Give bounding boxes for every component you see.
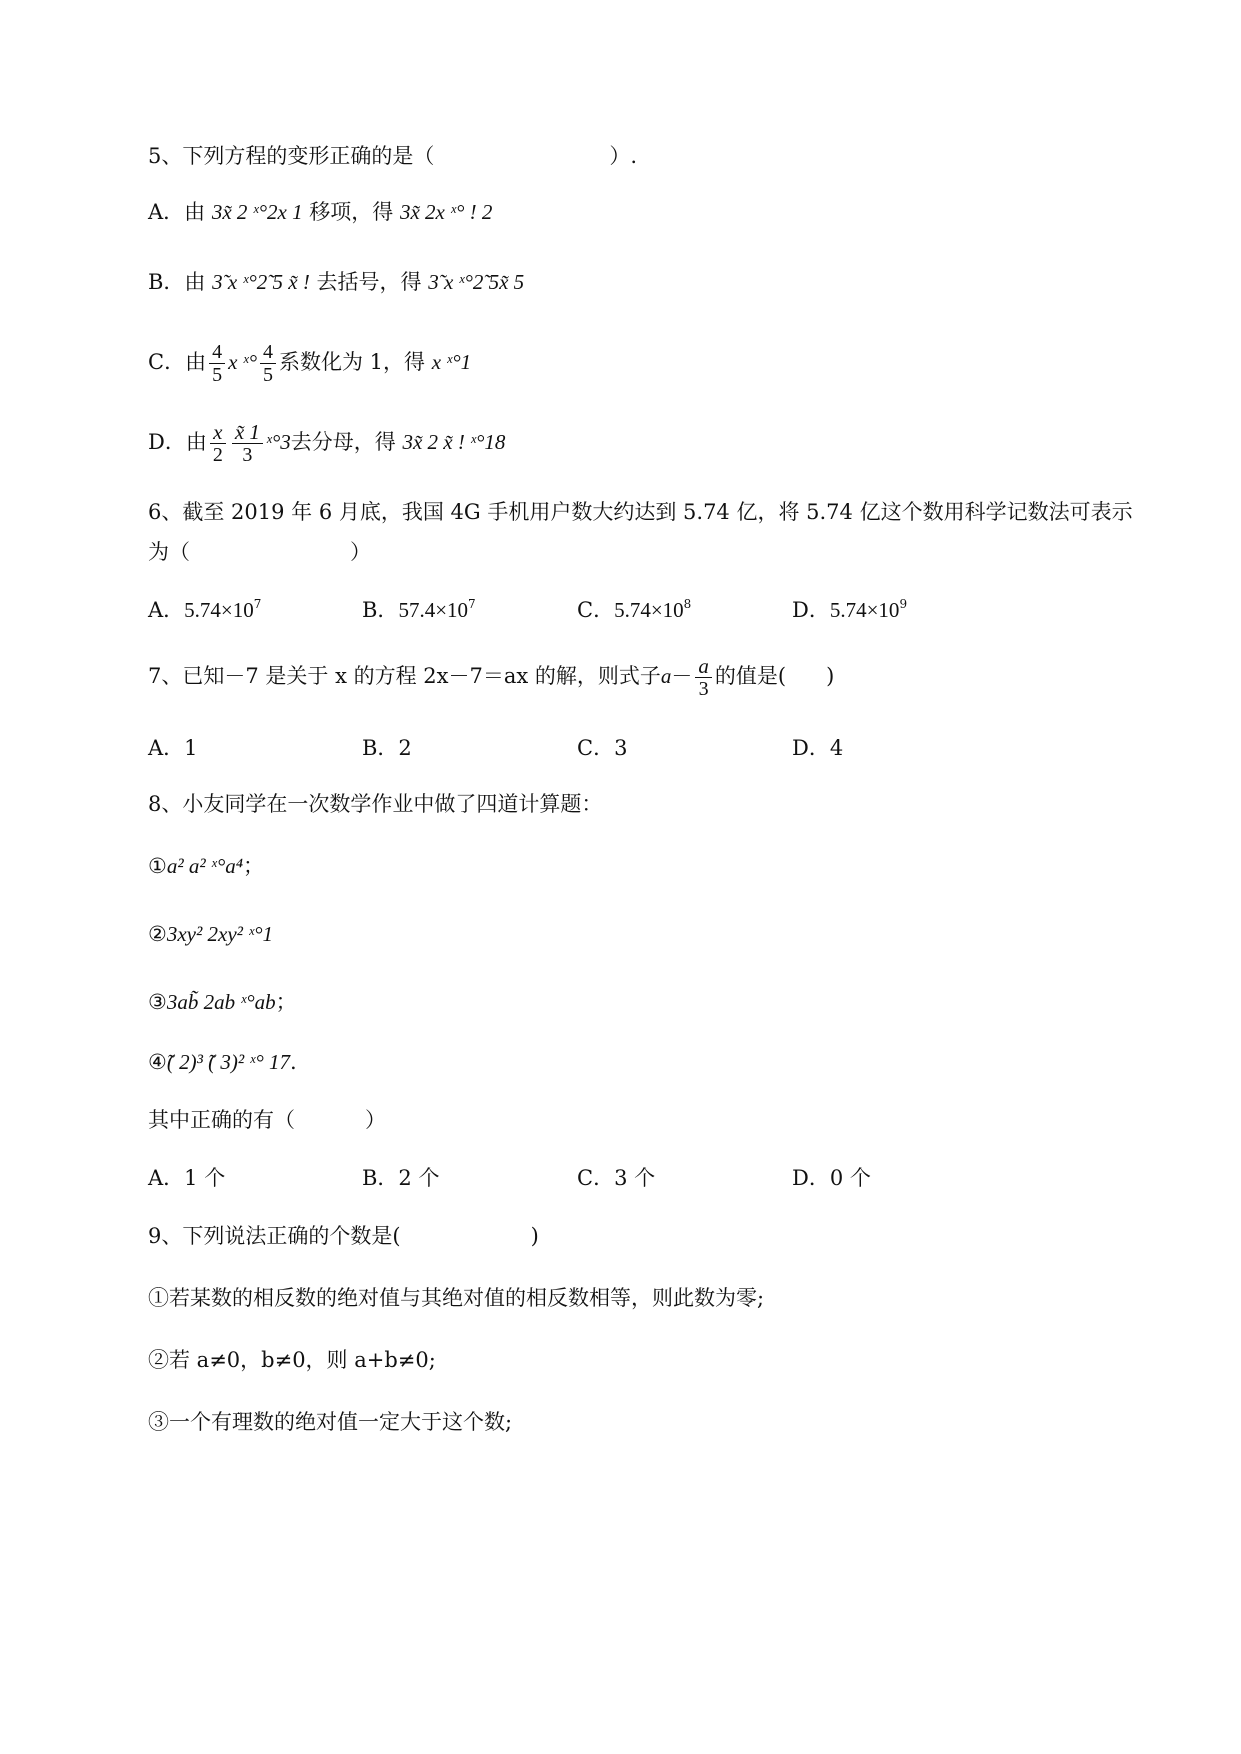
q9-item3: ③一个有理数的绝对值一定大于这个数; [148, 1410, 513, 1434]
q5-c-expr2: x ˣ°1 [431, 350, 472, 374]
q7-stem-start: 7、已知－7 是关于 x 的方程 2x－7＝ax 的解，则式子 [148, 664, 661, 688]
q8-question-end: ） [365, 1108, 386, 1132]
q5-b-mid: 去括号，得 [316, 270, 422, 294]
q6-option-d [792, 596, 907, 624]
q8-item1-end: ； [243, 854, 265, 878]
q6-d-label: D． [792, 598, 830, 622]
q5-c-label: C．由 [148, 350, 207, 374]
q5-d-frac2: $\frac{x̃ 1}{3}$ [232, 421, 263, 466]
q8-option-b: B．2 个 [362, 1166, 440, 1190]
q6-stem-line2-start: 为（ [148, 540, 190, 564]
q6-a-label: A． [148, 598, 185, 622]
q7-expr-minus: － [671, 664, 693, 688]
q9-stem-end: ) [530, 1224, 539, 1248]
q6-option-c [577, 596, 691, 624]
q5-b-label: B．由 [148, 270, 206, 294]
q5-d-eq: ˣ°3 [265, 430, 291, 454]
q5-stem [148, 142, 637, 170]
q6-a-base: 5.74×10 [184, 598, 254, 622]
q6-d-exp: 9 [899, 597, 908, 611]
q8-item4-end: . [289, 1050, 297, 1074]
q8-stem: 8、小友同学在一次数学作业中做了四道计算题： [148, 792, 603, 816]
q8-item3 [148, 988, 297, 1016]
q9-item1: ①若某数的相反数的绝对值与其绝对值的相反数相等，则此数为零; [148, 1286, 765, 1310]
q5-stem-end: ）. [609, 144, 638, 168]
q6-stem-line2-end: ） [350, 540, 371, 564]
q5-c-frac1: $\frac{4}{5}$ [209, 341, 225, 386]
q6-c-base: 5.74×10 [614, 598, 684, 622]
q6-option-a [148, 596, 261, 624]
q6-b-exp: 7 [468, 597, 476, 611]
q7-stem-close: ) [826, 664, 835, 688]
q8-item1-mark: ① [148, 854, 167, 878]
q8-option-d: D．0 个 [792, 1166, 871, 1190]
q5-a-expr2: 3x̃ 2x ˣ° ! 2 [399, 200, 493, 224]
q8-item3-end: ； [275, 990, 297, 1014]
q8-item2 [148, 920, 273, 948]
q6-d-base: 5.74×10 [829, 598, 900, 622]
q6-b-base: 57.4×10 [398, 598, 469, 622]
q5-option-d [148, 418, 505, 466]
q6-option-b [362, 596, 476, 624]
q6-c-label: C． [577, 598, 615, 622]
q8-item4 [148, 1048, 297, 1076]
q5-d-mid: 去分母，得 [290, 430, 396, 454]
q5-a-label: A．由 [148, 200, 206, 224]
q8-option-c: C．3 个 [577, 1166, 656, 1190]
q8-item2-expr: 3xy² 2xy² ˣ°1 [166, 922, 274, 946]
q8-item1-expr: a² a² ˣ°a⁴ [166, 854, 244, 878]
q5-a-mid: 移项，得 [309, 200, 394, 224]
q5-c-mid: 系数化为 1，得 [278, 350, 426, 374]
q5-a-expr1: 3x̃ 2 ˣ°2x 1 [211, 200, 303, 224]
q5-stem-text: 5、下列方程的变形正确的是（ [148, 144, 435, 168]
q8-item1 [148, 852, 264, 880]
q7-expr-a: a [660, 664, 672, 688]
q5-c-frac2: $\frac{4}{5}$ [260, 341, 276, 386]
q8-item3-expr: 3ab̃ 2ab ˣ°ab [166, 990, 276, 1014]
q6-stem-line2 [148, 538, 371, 566]
q5-b-expr2: 3̃ x ˣ°2̃ 5x̃ 5 [428, 270, 525, 294]
q6-b-label: B． [362, 598, 399, 622]
q5-d-label: D．由 [148, 430, 207, 454]
q6-c-exp: 8 [683, 597, 692, 611]
q7-option-a: A．1 [148, 736, 198, 760]
q8-item4-mark: ④ [148, 1050, 167, 1074]
q7-stem-end: 的值是( [714, 664, 787, 688]
q5-option-b [148, 268, 524, 296]
q8-question [148, 1106, 386, 1134]
q9-stem [148, 1222, 539, 1250]
q5-b-expr1: 3̃ x ˣ°2̃ 5 x̃ ! [212, 270, 310, 294]
q7-option-d: D．4 [792, 736, 844, 760]
q9-item2: ②若 a≠0，b≠0，则 a+b≠0; [148, 1348, 436, 1372]
q8-item2-mark: ② [148, 922, 167, 946]
q7-frac: $\frac{a}{3}$ [695, 655, 712, 700]
q9-stem-text: 9、下列说法正确的个数是( [148, 1224, 401, 1248]
q6-stem-line1 [148, 498, 1133, 526]
q8-item3-mark: ③ [148, 990, 167, 1014]
q8-item4-expr: ̃( 2)³ ̃( 3)² ˣ° 17 [166, 1050, 290, 1074]
q6-a-exp: 7 [253, 597, 262, 611]
q7-stem [148, 652, 834, 700]
q6-stem-text: 6、截至 2019 年 6 月底，我国 4G 手机用户数大约达到 5.74 亿，将 5.74 亿这个数用科学记数法可表示 [148, 500, 1133, 524]
q5-option-c [148, 338, 471, 386]
q7-option-b: B．2 [362, 736, 412, 760]
q8-option-a: A．1 个 [148, 1166, 226, 1190]
q8-question-text: 其中正确的有（ [148, 1108, 295, 1132]
q5-c-x: x ˣ° [228, 350, 257, 374]
q5-d-frac1: $\frac{x}{2}$ [210, 421, 226, 466]
q7-option-c: C．3 [577, 736, 628, 760]
q5-option-a [148, 198, 492, 226]
q5-d-expr2: 3x̃ 2 x̃ ! ˣ°18 [402, 430, 506, 454]
